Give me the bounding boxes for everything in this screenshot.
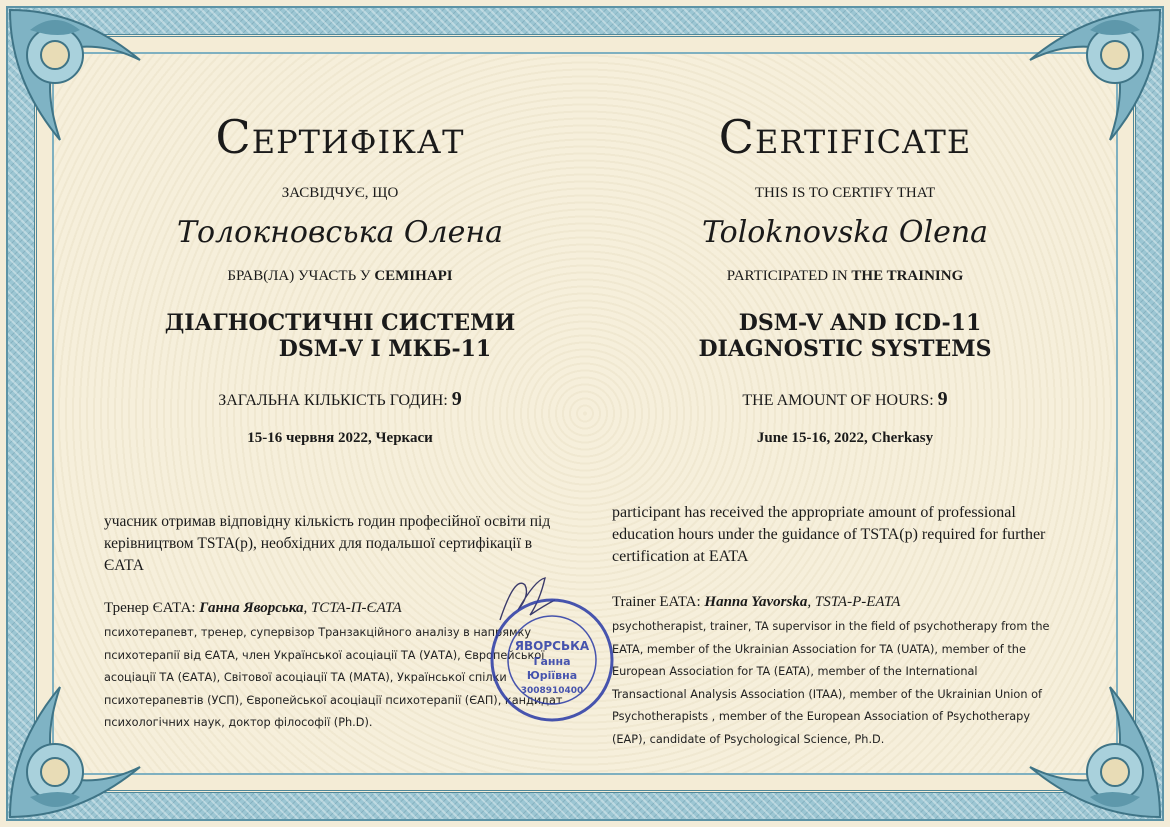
stamp-line3: Юріївна bbox=[526, 669, 578, 682]
course-title-ua bbox=[95, 310, 585, 362]
participated-event-en: THE TRAINING bbox=[851, 268, 964, 284]
hours-value-en: 9 bbox=[937, 388, 948, 410]
official-stamp bbox=[487, 595, 617, 725]
trainer-title-en: , TSTA-P-EATA bbox=[807, 594, 901, 610]
trainer-title-ua: , TCTA-П-ЄАТА bbox=[303, 600, 402, 616]
hours-line-ua bbox=[95, 388, 585, 411]
hours-value-ua: 9 bbox=[451, 388, 462, 410]
hours-label-en: THE AMOUNT OF HOURS: bbox=[742, 392, 934, 409]
trainer-label-ua: Тренер ЄАТА: bbox=[104, 600, 196, 616]
certificate-title-ua: Сертифікат bbox=[215, 110, 465, 164]
participant-statement-ua: учасник отримав відповідну кількість годин професійної освіти під керівництвом TSTA(p), необхідних для подальшої сертифікації в ЄАТА bbox=[104, 513, 551, 574]
event-date-en: June 15-16, 2022, Cherkasy bbox=[756, 430, 934, 446]
trainer-name-ua: Ганна Яворська bbox=[199, 600, 304, 616]
hours-label-ua: ЗАГАЛЬНА КІЛЬКІСТЬ ГОДИН: bbox=[218, 392, 448, 409]
certificate-title-en: Certificate bbox=[718, 110, 972, 164]
trainer-description-ua: психотерапевт, тренер, супервізор Транзакційного аналізу в напрямку психотерапії від ЄАТА, член Української асоціації ТА (УАТА), Європейської асоціації ТА (ЄАТА), Світової асоціації ТА (МАТА), Української спілки психотерапевтів (УСП), Європейської асоціації психотерапії (ЄАП), кандидат психологічних наук, доктор філософії (Ph.D). bbox=[104, 626, 563, 729]
recipient-name-ua: Толокновська Олена bbox=[176, 215, 503, 250]
participated-line-en bbox=[600, 268, 1090, 285]
certify-line-en: THIS IS TO CERTIFY THAT bbox=[754, 185, 936, 201]
participated-event-ua: СЕМІНАРІ bbox=[374, 268, 453, 284]
participated-prefix-en: PARTICIPATED IN bbox=[726, 268, 848, 284]
stamp-line1: ЯВОРСЬКА bbox=[514, 639, 590, 653]
course-line2-ua: DSM-V І МКБ-11 bbox=[278, 336, 492, 362]
participant-statement-en: participant has received the appropriate amount of professional education hours under the guidance of TSTA(p) required for further certification at EATA bbox=[612, 504, 1046, 565]
event-date-ua: 15-16 червня 2022, Черкаси bbox=[247, 430, 433, 446]
course-line1-ua: ДІАГНОСТИЧНІ СИСТЕМИ bbox=[164, 310, 516, 336]
course-title-en bbox=[600, 310, 1090, 362]
recipient-name-en: Toloknovska Olena bbox=[701, 215, 989, 250]
stamp-line2: Ганна bbox=[533, 655, 571, 668]
course-line2-en: DIAGNOSTIC SYSTEMS bbox=[698, 336, 992, 362]
stamp-line4: 3008910400 bbox=[520, 686, 584, 696]
trainer-label-en: Trainer EATA: bbox=[612, 594, 701, 610]
trainer-line-en bbox=[612, 594, 1072, 611]
trainer-name-en: Hanna Yavorska bbox=[704, 594, 808, 610]
course-line1-en: DSM-V AND ICD-11 bbox=[738, 310, 982, 336]
trainer-description-en: psychotherapist, trainer, TA supervisor in the field of psychotherapy from the EATA, member of the Ukrainian Association for TA (UATA), member of the European Association for TA (EATA), member of the International Transactional Analysis Association (ITAA), member of the Ukrainian Union of Psychotherapists , member of the European Association of Psychotherapy (EAP), candidate of Psychological Science, Ph.D. bbox=[612, 620, 1050, 746]
hours-line-en bbox=[600, 388, 1090, 411]
participated-line-ua bbox=[95, 268, 585, 285]
certify-line-ua: ЗАСВІДЧУЄ, ЩО bbox=[281, 185, 399, 201]
participated-prefix-ua: БРАВ(ЛА) УЧАСТЬ У bbox=[227, 268, 371, 284]
